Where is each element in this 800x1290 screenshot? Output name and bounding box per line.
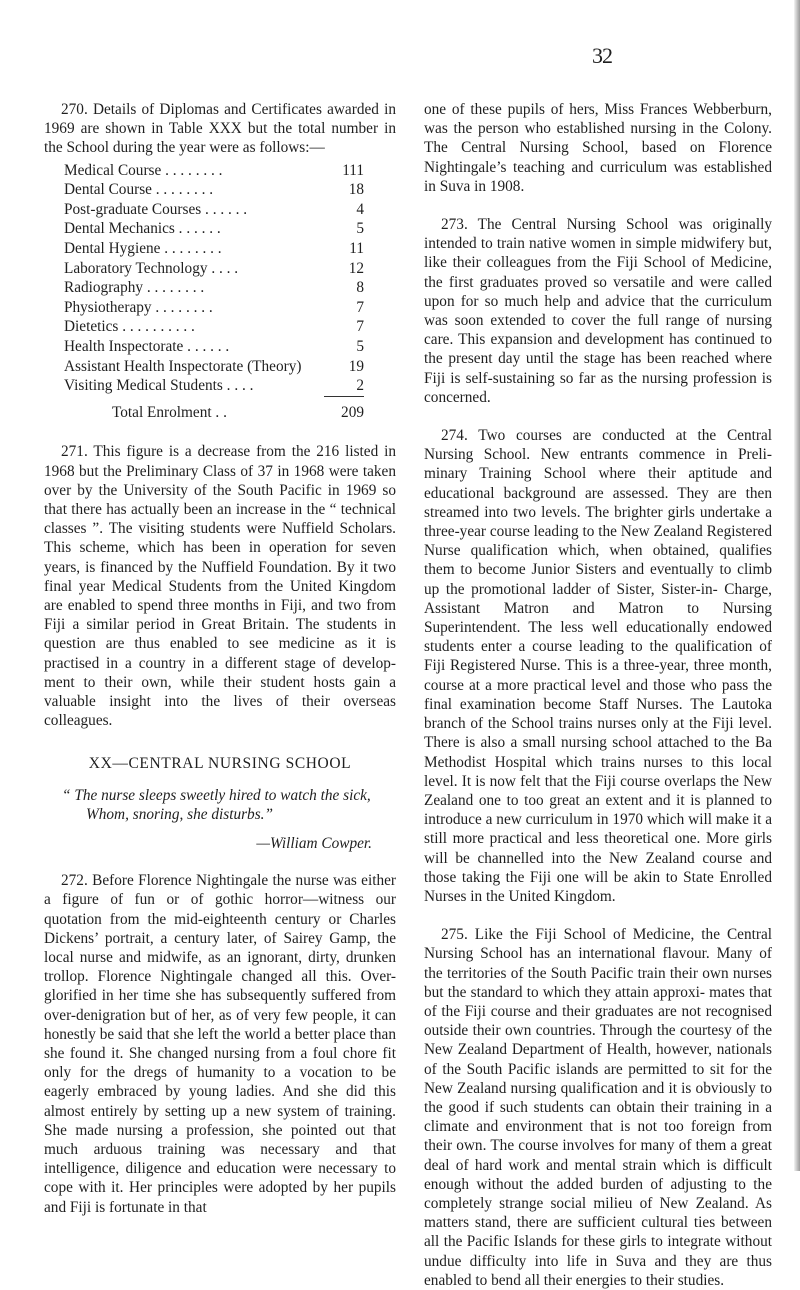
course-name: Dental Mechanics — [64, 220, 175, 238]
section-heading: XX—CENTRAL NURSING SCHOOL — [88, 755, 352, 773]
course-count: 5 — [356, 220, 364, 238]
course-row — [64, 298, 364, 318]
course-name: Medical Course — [64, 161, 162, 179]
right-column — [424, 100, 772, 1290]
paragraph-272-continued: one of these pupils of hers, Miss Frances Webberburn, was the person who established nursing in the Colony. The Central Nursing School, based on Florence Nightingale’s teaching and curriculum was established in Suva in 1908. — [424, 101, 772, 195]
page-edge-shadow — [794, 0, 800, 1171]
course-row — [64, 180, 364, 200]
course-row — [64, 219, 364, 239]
paragraph-271: 271. This figure is a decrease from the 216 listed in 1968 but the Preliminary Class of 37 in 1968 were taken over by the University of the South Pacific in 1969 so that there has actually been an increase in the “ technical classes ”. The visiting students were Nuffield Scholars. This scheme, which has been in operation for seven years, is financed by the Nuffield Foundation. By it two final year Medical Students from the United Kingdom are enabled to spend three months in Fiji, and two from Fiji a similar period in Great Britain. The students in question are thus enabled to see medicine as it is practised in a country in a different stage of develop- ment to their own, while their student hosts gain a valuable insight into the lives of their overseas colleagues. — [44, 443, 396, 730]
course-name: Dental Hygiene — [64, 239, 161, 257]
course-count: 5 — [356, 337, 364, 355]
paragraph-270: 270. Details of Diplomas and Certificates awarded in 1969 are shown in Table XXX but the total number in the School during the year were as follows:— — [44, 101, 396, 157]
course-leader: . . . . — [222, 377, 254, 395]
course-count: 18 — [348, 181, 364, 199]
course-leader: . . . . . . — [183, 337, 230, 355]
course-leader: . . . . . . — [201, 200, 248, 218]
course-row — [64, 161, 364, 181]
course-name: Laboratory Technology — [64, 259, 208, 277]
total-leader: . . — [211, 403, 227, 421]
course-leader: . . . . . . . . — [143, 279, 205, 297]
course-row — [64, 317, 364, 337]
course-row — [64, 376, 364, 396]
left-column — [44, 100, 396, 1217]
course-leader: . . . . . . . . — [151, 181, 214, 199]
epigraph-attribution: —William Cowper. — [256, 834, 372, 852]
course-name: Dental Course — [64, 181, 152, 199]
total-count: 209 — [341, 403, 364, 421]
epigraph-line-1: “ The nurse sleeps sweetly hired to watch the sick, — [62, 786, 371, 804]
course-row — [64, 200, 364, 220]
paragraph-272: 272. Before Florence Nightingale the nurse was either a figure of fun or of gothic horror—witness our quotation from the mid-eighteenth century or Charles Dickens’ portrait, a century later, of Sairey Gamp, the local nurse and midwife, as an ignorant, dirty, drunken trollop. Florence Nightingale changed all this. Over- glorified in her time she has subsequently suffered from over-denigration but of her, as of very few people, it can honestly be said that she left the world a better place than she found it. She changed nursing from a foul chore fit only for the dregs of humanity to a vocation to be eagerly embraced by young ladies. And she did this almost entirely by setting up a new system of training. She made nursing a profession, she pointed out that much arduous training was necessary and that intelligence, diligence and education were necessary to cope with it. Her principles were adopted by her pupils and Fiji is fortunate in that — [44, 872, 396, 1216]
paragraph-273: 273. The Central Nursing School was originally intended to train native women in simple midwifery but, like their colleagues from the Fiji School of Medicine, the first graduates proved so versatile and were called upon for so much help and advice that the curriculum was soon extended to cover the full range of nursing care. This expansion and development has continued to the present day until the stage has been reached where Fiji is self-sustaining so far as the nursing profession is concerned. — [424, 216, 772, 406]
course-row — [64, 239, 364, 259]
course-count: 11 — [349, 239, 364, 257]
page-number: 32 — [592, 43, 612, 68]
course-count: 2 — [356, 377, 364, 395]
course-row — [64, 337, 364, 357]
course-count: 19 — [348, 357, 364, 375]
course-leader: . . . . — [207, 259, 239, 277]
paragraph-274: 274. Two courses are conducted at the Central Nursing School. New entrants commence in Preli- minary Training School where their aptitude and educational background are assessed. They are then streamed into two levels. The brighter girls undertake a three-year course leading to the New Zealand Registered Nurse qualification which, when obtained, qualifies them to become Junior Sisters and eventually to climb up the promotional ladder of Sister, Sister-in- Charge, Assistant Matron and Matron to Nursing Superintendent. The less well educationally endowed students enter a course leading to the qualification of Fiji Registered Nurse. This is a three-year, three month, course at a more practical level and those who pass the final examination become Staff Nurses. The Lautoka branch of the School trains nurses only at the Fiji level. There is also a small nursing school attached to the Ba Methodist Hospital which trains nurses to this local level. It is now felt that the Fiji course overlaps the New Zealand one to too great an extent and it is planned to introduce a new curriculum in 1970 which will make it a still more practical and less theoretical one. More girls will be channelled into the New Zealand course and those taking the Fiji one will be akin to State Enrolled Nurses in the United Kingdom. — [424, 427, 772, 905]
course-count: 4 — [356, 200, 364, 218]
course-name: Post-graduate Courses — [64, 200, 202, 218]
epigraph — [62, 786, 396, 824]
course-name: Visiting Medical Students — [64, 377, 223, 395]
course-name: Physiotherapy — [64, 298, 152, 316]
course-row — [64, 278, 364, 298]
course-count: 111 — [342, 161, 364, 179]
course-name: Radiography — [64, 279, 144, 297]
course-count: 8 — [356, 279, 364, 297]
total-row — [64, 403, 364, 423]
course-leader: . . . . . . . . — [161, 161, 223, 179]
course-count: 7 — [356, 318, 364, 336]
course-name: Dietetics — [64, 318, 119, 336]
paragraph-275: 275. Like the Fiji School of Medicine, the Central Nursing School has an international flavour. Many of the territories of the South Pacific train their own nurses but the standard to which they attain approxi- mates that of the Fiji course and their graduates are not recognised outside their own countries. Through the courtesy of the New Zealand Department of Health, however, nationals of the South Pacific islands are permitted to sit for the New Zealand nursing qualification and it is obviously to the good if such students can obtain their training in a climate and environment that is not too foreign from their own. The course involves for many of them a great deal of hard work and mental strain which is difficult enough without the added burden of adjusting to the completely strange social milieu of New Zealand. As matters stand, there are sufficient cultural ties between all the Pacific Islands for these girls to integrate without undue difficulty into life in Suva and they are thus enabled to bend all their energies to their studies. — [424, 926, 772, 1289]
enrolment-table — [64, 161, 364, 423]
course-count: 12 — [348, 259, 364, 277]
total-label: Total Enrolment — [112, 403, 212, 421]
course-leader: . . . . . . . . — [151, 298, 213, 316]
course-count: 7 — [356, 298, 364, 316]
course-name: Assistant Health Inspectorate (Theory) — [64, 357, 302, 375]
course-leader: . . . . . . . . — [160, 239, 222, 257]
course-leader: . . . . . . . . . . — [118, 318, 195, 336]
course-row — [64, 357, 364, 377]
course-row — [64, 259, 364, 279]
course-name: Health Inspectorate — [64, 337, 184, 355]
epigraph-line-2: Whom, snoring, she disturbs.” — [86, 805, 273, 823]
course-leader: . . . . . . — [174, 220, 221, 238]
